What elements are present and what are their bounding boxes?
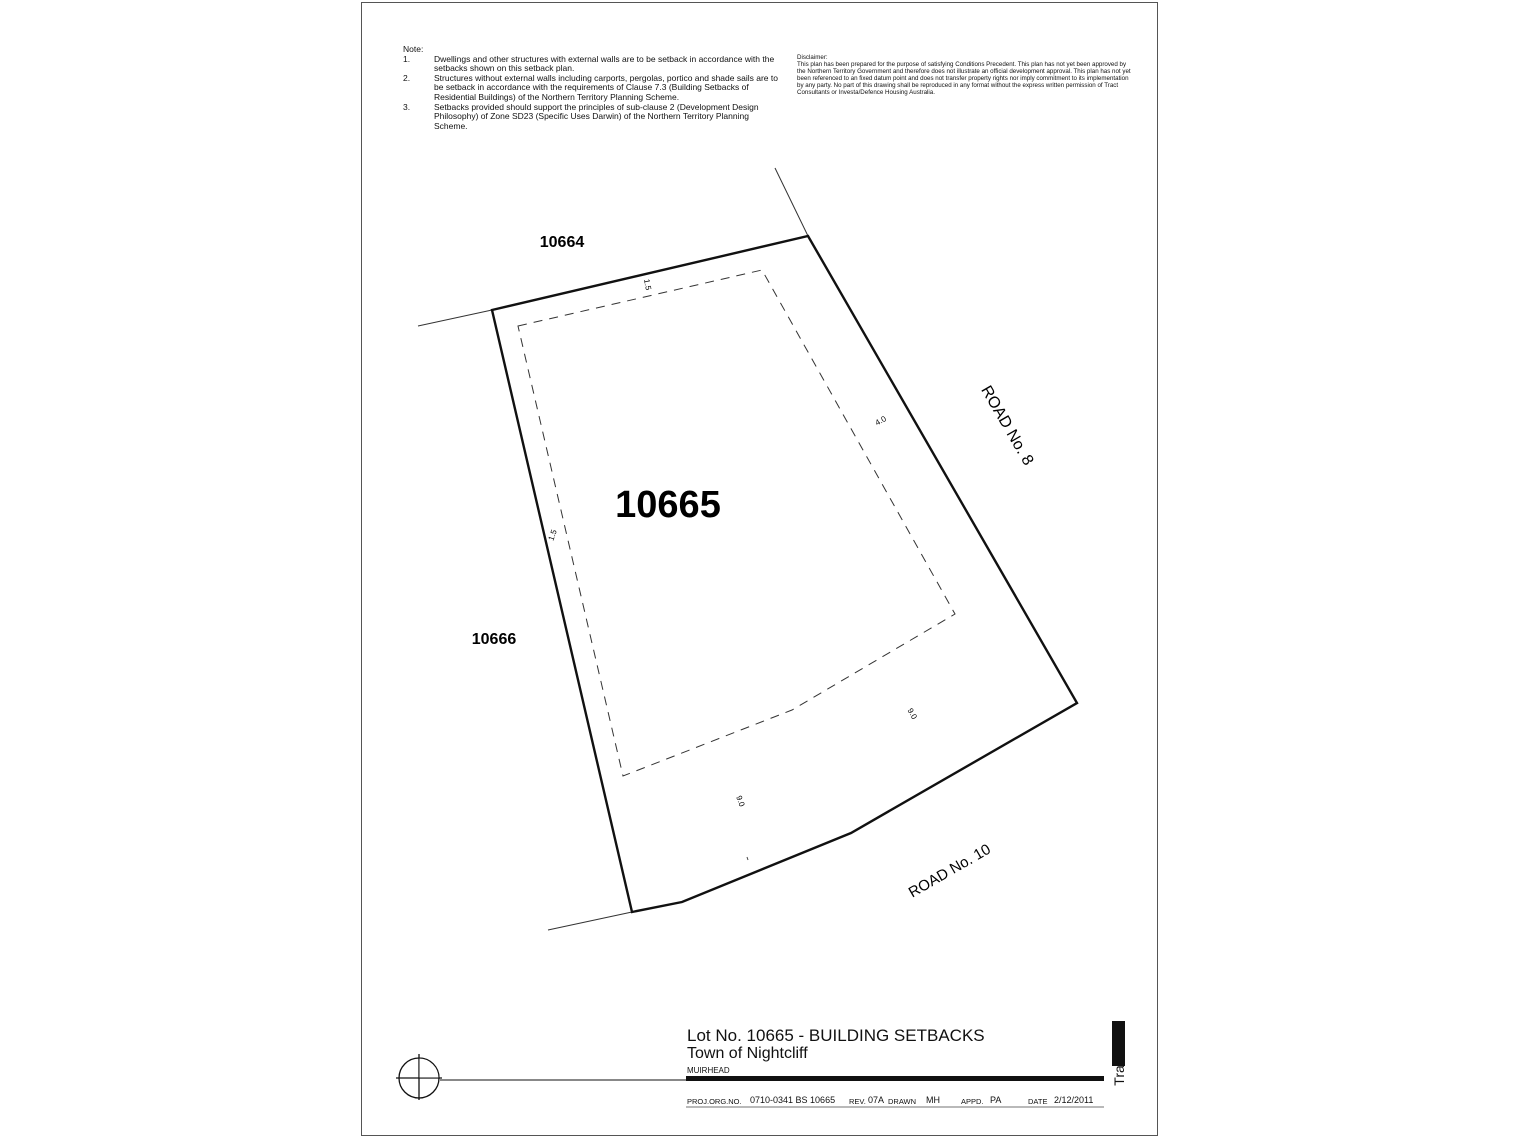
setback-dim-south: 9.0 (734, 794, 747, 808)
suburb-label: MUIRHEAD (687, 1066, 730, 1075)
notes-title: Note: (403, 44, 424, 54)
proj-value: 0710-0341 BS 10665 (750, 1095, 836, 1105)
east-boundary-extension (775, 168, 808, 236)
rev-label: REV. (849, 1097, 866, 1106)
note-number: 1. (403, 53, 411, 64)
road-label-east: ROAD No. 8 (977, 382, 1037, 469)
note-text: Dwellings and other structures with external walls are to be setback in accordance with the setbacks shown on this setback plan. (434, 53, 775, 74)
date-label: DATE (1028, 1097, 1048, 1106)
lot-number-main: 10665 (615, 484, 721, 526)
appd-value: PA (990, 1095, 1002, 1105)
disclaimer-title: Disclaimer: (797, 54, 828, 61)
brand-logo: Tract (1111, 1054, 1127, 1086)
north-arrow-icon (396, 1054, 442, 1100)
south-boundary-extension (548, 912, 632, 930)
north-boundary-extension (418, 310, 492, 326)
drawing-title: Lot No. 10665 - BUILDING SETBACKS (687, 1026, 985, 1045)
note-text: Structures without external walls including carports, pergolas, portico and shade sails are to be setback in accordance with the requirements of Clause 7.3 (Building Setbacks of Residential Buildings) of the Northern Territory Planning Scheme. (434, 72, 778, 102)
note-text: Setbacks provided should support the principles of sub-clause 2 (Development Design Philosophy) of Zone SD23 (Specific Uses Darwin) of the Northern Territory Planning Scheme. (434, 101, 759, 131)
title-rule-thick (686, 1076, 1104, 1081)
lot-number-west: 10666 (471, 631, 517, 648)
drawing-subtitle: Town of Nightcliff (687, 1045, 808, 1062)
drawn-label: DRAWN (888, 1097, 917, 1106)
lot-boundary (492, 236, 1077, 912)
date-value: 2/12/2011 (1054, 1095, 1094, 1105)
appd-label: APPD. (961, 1097, 984, 1106)
lot-number-north: 10664 (539, 234, 585, 251)
setback-dim-north: 1.5 (642, 278, 653, 291)
note-number: 3. (403, 101, 411, 112)
rev-value: 07A (868, 1095, 885, 1105)
dimension-tick (747, 857, 748, 860)
note-number: 2. (403, 72, 411, 83)
drawn-value: MH (926, 1095, 940, 1105)
setback-dim-south-east: 9.0 (905, 706, 919, 721)
setback-dim-east: 4.0 (873, 414, 888, 428)
setback-dim-west: 1.5 (546, 528, 559, 542)
road-label-south: ROAD No. 10 (905, 840, 994, 902)
disclaimer-text: This plan has been prepared for the purpose of satisfying Conditions Precedent. This plan has not yet been approved by the Northern Territory Government and therefore does not illustrate an official development approval. This plan has not yet been referenced to an fixed datum point and does not transfer property rights nor imply commitment to its implementation by any party. No part of this drawing shall be reproduced in any format without the express written permission of Tract Consultants or Investa/Defence Housing Australia. (797, 60, 1131, 96)
proj-label: PROJ.ORG.NO. (687, 1097, 742, 1106)
